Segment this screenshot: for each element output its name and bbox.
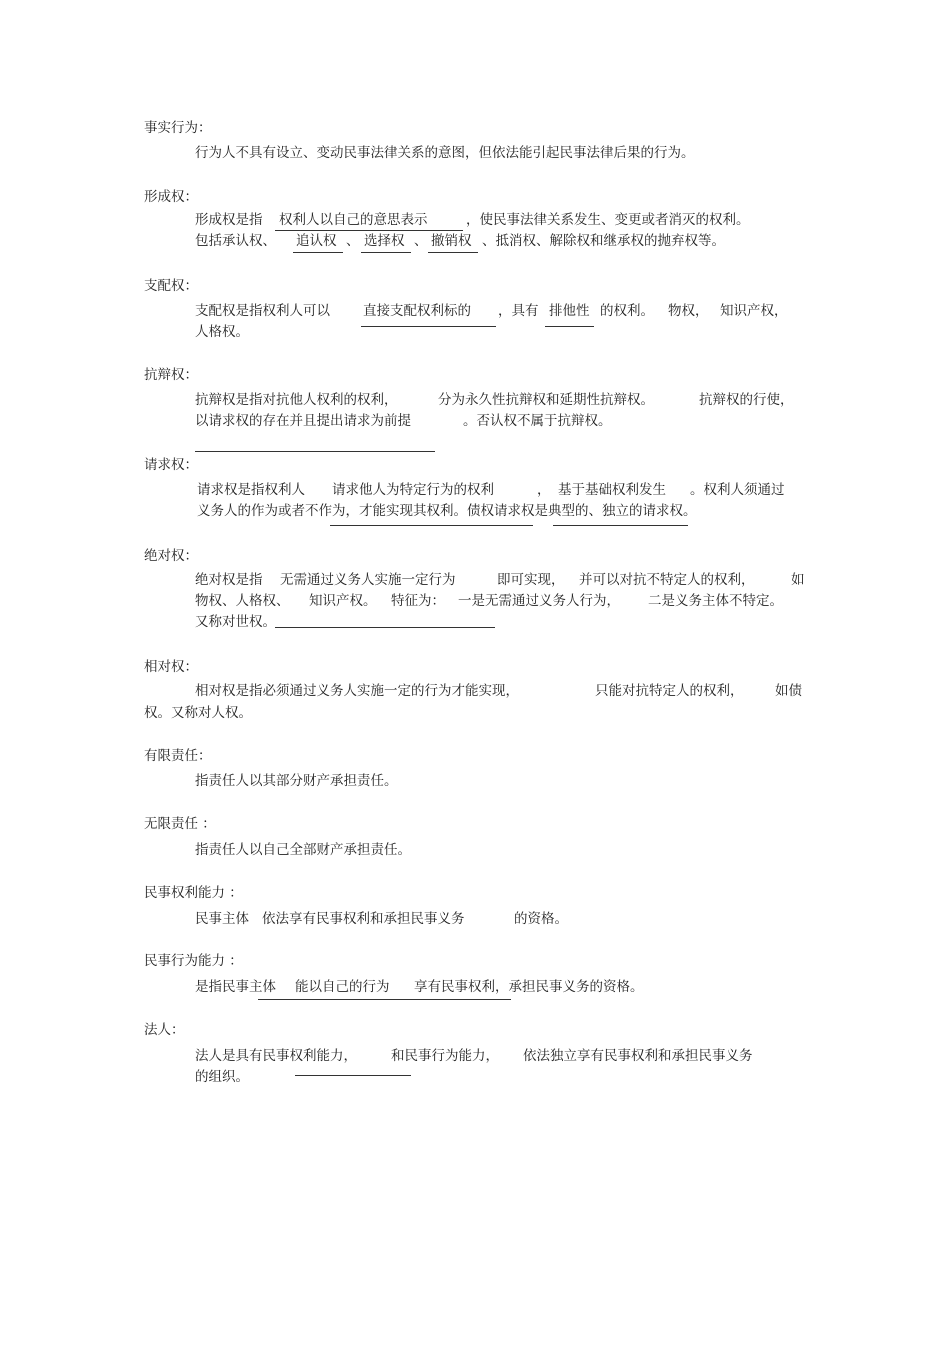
- def-formation-text: 包括承认权、: [195, 233, 276, 249]
- def-formation-text: 形成权是指: [195, 212, 263, 228]
- underline: [275, 230, 463, 231]
- def-civil-rights-text: 的资格。: [514, 911, 568, 927]
- def-legal-person-text: 的组织。: [195, 1069, 249, 1085]
- def-dominion-text: 人格权。: [195, 324, 249, 340]
- underline: [295, 1075, 411, 1076]
- def-absolute-text: 物权、人格权、: [195, 593, 290, 609]
- underline: [361, 326, 496, 327]
- def-formation-blank: 权利人以自己的意思表示: [279, 212, 428, 228]
- underline: [428, 252, 478, 253]
- def-defense-text: 。否认权不属于抗辩权。: [463, 413, 612, 429]
- def-absolute-text: 特征为：: [391, 593, 445, 609]
- underline: [545, 326, 594, 327]
- def-absolute-text: 如: [791, 572, 805, 588]
- def-civil-rights-text: 依法享有民事权利和承担民事义务: [262, 911, 465, 927]
- def-limited-liability: 指责任人以其部分财产承担责任。: [195, 773, 398, 789]
- def-dominion-blank: 排他性: [549, 303, 590, 319]
- def-claim-blank: 请求他人为特定行为的权利: [332, 482, 494, 498]
- def-absolute-text: 即可实现，: [497, 572, 565, 588]
- def-defense-text: 抗辩权的行使，: [699, 392, 794, 408]
- term-formation-right: 形成权：: [144, 189, 198, 205]
- def-formation-blank: 撤销权: [431, 233, 472, 249]
- def-formation-blank: 追认权: [296, 233, 337, 249]
- def-dominion-blank: 直接支配权利标的: [363, 303, 471, 319]
- term-civil-rights-capacity: 民事权利能力 ：: [144, 885, 243, 901]
- def-absolute-text: 又称对世权。: [195, 614, 276, 630]
- def-formation-text: 、: [414, 233, 428, 249]
- def-absolute-text: 一是无需通过义务人行为，: [458, 593, 620, 609]
- underline: [293, 252, 343, 253]
- def-dominion-text: 知识产权，: [720, 303, 788, 319]
- def-claim-text: 义务人的作为或者不作为，才能实现其权利。债权请求权是典型的、独立的请求权。: [197, 503, 697, 519]
- def-civil-conduct-text: 享有民事权利，承担民事义务的资格。: [414, 979, 644, 995]
- def-claim-text: 。权利人须通过: [690, 482, 785, 498]
- def-factual-act: 行为人不具有设立、变动民事法律关系的意图，但依法能引起民事法律后果的行为。: [195, 145, 695, 161]
- def-claim-blank: 基于基础权利发生: [558, 482, 666, 498]
- underline: [275, 627, 495, 628]
- underline: [195, 451, 435, 452]
- def-relative-text: 相对权是指必须通过义务人实施一定的行为才能实现，: [195, 683, 519, 699]
- def-civil-conduct-blank: 能以自己的行为: [295, 979, 390, 995]
- def-legal-person-text: 法人是具有民事权利能力，: [195, 1048, 357, 1064]
- def-civil-rights-text: 民事主体: [195, 911, 249, 927]
- underline: [553, 525, 688, 526]
- term-unlimited-liability: 无限责任 ：: [144, 816, 216, 832]
- term-absolute-right: 绝对权：: [144, 548, 198, 564]
- def-relative-text: 如债: [775, 683, 802, 699]
- def-absolute-text: 并可以对抗不特定人的权利，: [579, 572, 755, 588]
- term-legal-person: 法人：: [144, 1022, 185, 1038]
- def-absolute-text: 绝对权是指: [195, 572, 263, 588]
- def-defense-text: 以请求权的存在并且提出请求为前提: [195, 413, 411, 429]
- def-civil-conduct-text: 是指民事主体: [195, 979, 276, 995]
- def-absolute-blank: 无需通过义务人实施一定行为: [280, 572, 456, 588]
- term-limited-liability: 有限责任：: [144, 748, 212, 764]
- def-claim-text: 请求权是指权利人: [197, 482, 305, 498]
- def-formation-text: 、: [346, 233, 360, 249]
- def-legal-person-text: 依法独立享有民事权利和承担民事义务: [523, 1048, 753, 1064]
- def-formation-text: 、抵消权、解除权和继承权的抛弃权等。: [482, 233, 725, 249]
- underline: [258, 999, 511, 1000]
- def-absolute-text: 知识产权。: [309, 593, 377, 609]
- def-legal-person-text: 和民事行为能力，: [391, 1048, 499, 1064]
- def-absolute-text: 二是义务主体不特定。: [648, 593, 783, 609]
- def-dominion-text: 物权，: [668, 303, 709, 319]
- underline: [330, 525, 533, 526]
- term-claim-right: 请求权：: [144, 457, 198, 473]
- underline: [361, 252, 411, 253]
- def-dominion-text: 支配权是指权利人可以: [195, 303, 330, 319]
- def-claim-text: ，: [537, 482, 551, 498]
- term-relative-right: 相对权：: [144, 659, 198, 675]
- term-defense-right: 抗辩权：: [144, 367, 198, 383]
- def-formation-text: ，使民事法律关系发生、变更或者消灭的权利。: [466, 212, 750, 228]
- term-civil-conduct-capacity: 民事行为能力 ：: [144, 953, 243, 969]
- def-unlimited-liability: 指责任人以自己全部财产承担责任。: [195, 842, 411, 858]
- def-defense-text: 分为永久性抗辩权和延期性抗辩权。: [438, 392, 654, 408]
- term-factual-act: 事实行为：: [144, 120, 212, 136]
- def-formation-blank: 选择权: [364, 233, 405, 249]
- def-relative-text: 只能对抗特定人的权利，: [595, 683, 744, 699]
- def-dominion-text: ，具有: [498, 303, 539, 319]
- def-relative-text: 权。又称对人权。: [144, 705, 252, 721]
- def-dominion-text: 的权利。: [600, 303, 654, 319]
- term-dominion-right: 支配权：: [144, 278, 198, 294]
- def-defense-text: 抗辩权是指对抗他人权利的权利，: [195, 392, 398, 408]
